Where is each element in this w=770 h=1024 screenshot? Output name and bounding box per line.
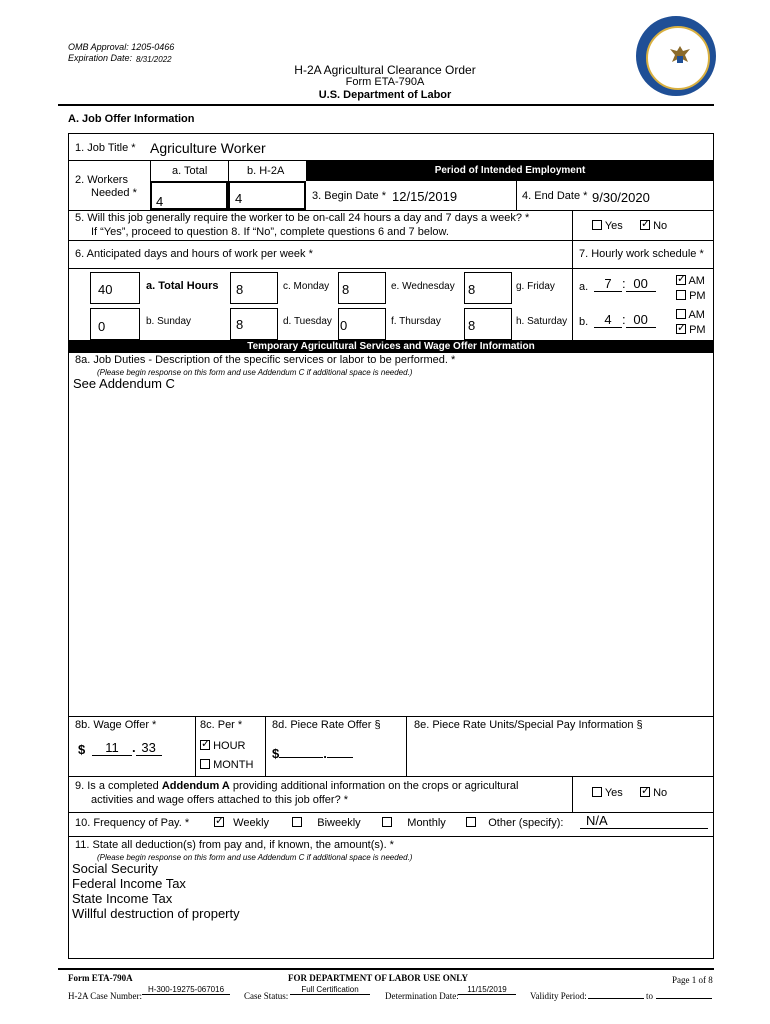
piece-rate-field[interactable]: $ .: [272, 744, 353, 761]
deduction-item: Willful destruction of property: [72, 906, 240, 921]
addendum-a-yes-checkbox[interactable]: [592, 787, 602, 797]
pay-biweekly-checkbox[interactable]: [292, 817, 302, 827]
wednesday-label: e. Wednesday: [391, 281, 455, 292]
footer-form-name: Form ETA-790A: [68, 973, 133, 983]
workers-total-value: 4: [156, 194, 164, 209]
addendum-a-question-2: activities and wage offers attached to this job offer? *: [91, 794, 349, 806]
thursday-value: 0: [340, 318, 348, 333]
schedule-b-am-checkbox[interactable]: [676, 309, 686, 319]
wage-dollar-sign: $: [78, 742, 86, 757]
case-number-label: H-2A Case Number:: [68, 991, 142, 1001]
schedule-a-label: a.: [579, 281, 589, 293]
schedule-a-pm[interactable]: PM: [676, 290, 706, 302]
sunday-value: 0: [98, 319, 106, 334]
pay-other-checkbox[interactable]: [466, 817, 476, 827]
footer-page-number: Page 1 of 8: [672, 975, 713, 985]
form-title: H-2A Agricultural Clearance Order: [294, 63, 476, 77]
oncall-instruction: If “Yes”, proceed to question 8. If “No”, complete questions 6 and 7 below.: [91, 226, 449, 238]
tuesday-value: 8: [236, 317, 244, 332]
pay-monthly-option[interactable]: Monthly: [382, 817, 446, 829]
workers-h2a-value: 4: [235, 191, 243, 206]
wage-offer-label: 8b. Wage Offer *: [75, 719, 157, 731]
schedule-b-am[interactable]: AM: [676, 309, 705, 321]
total-hours-value: 40: [98, 282, 113, 297]
days-hours-label: 6. Anticipated days and hours of work per week *: [75, 248, 313, 260]
end-date-field[interactable]: 9/30/2020: [592, 190, 650, 205]
schedule-b-time[interactable]: 4 : 00: [594, 312, 656, 328]
eagle-icon: [668, 44, 692, 66]
oncall-no-checkbox[interactable]: [640, 220, 650, 230]
friday-value: 8: [468, 282, 476, 297]
end-date-label: 4. End Date *: [522, 190, 588, 202]
schedule-a-am-checkbox[interactable]: [676, 275, 686, 285]
form-number: Form ETA-790A: [345, 76, 425, 88]
monday-value: 8: [236, 282, 244, 297]
oncall-no-option[interactable]: ✓ No: [640, 220, 667, 232]
monday-label: c. Monday: [283, 281, 330, 292]
total-hours-label: a. Total Hours: [146, 280, 219, 292]
workers-needed-label: 2. Workers: [75, 174, 128, 186]
wage-offer-field[interactable]: 11 . 33: [92, 740, 162, 756]
determination-date-label: Determination Date:: [385, 991, 459, 1001]
saturday-value: 8: [468, 318, 476, 333]
schedule-b-pm[interactable]: ✓ PM: [676, 324, 706, 336]
piece-rate-units-label: 8e. Piece Rate Units/Special Pay Information §: [414, 719, 643, 731]
per-month-option[interactable]: MONTH: [200, 759, 253, 771]
case-number-field[interactable]: H-300-19275-067016: [142, 985, 230, 995]
sunday-label: b. Sunday: [146, 316, 192, 327]
addendum-a-no-option[interactable]: ✓ No: [640, 787, 667, 799]
temp-services-bar: Temporary Agricultural Services and Wage Offer Information: [68, 340, 714, 353]
case-status-field[interactable]: Full Certification: [290, 985, 370, 995]
piece-rate-label: 8d. Piece Rate Offer §: [272, 719, 381, 731]
saturday-label: h. Saturday: [516, 316, 568, 327]
schedule-a-time[interactable]: 7 : 00: [594, 276, 656, 292]
expiration-label: Expiration Date:: [68, 53, 133, 63]
pay-weekly-checkbox[interactable]: [214, 817, 224, 827]
per-month-checkbox[interactable]: [200, 759, 210, 769]
expiration-value: 8/31/2022: [136, 55, 172, 64]
job-title-field[interactable]: Agriculture Worker: [150, 140, 266, 156]
validity-period-label: Validity Period:: [530, 991, 587, 1001]
deduction-item: Social Security: [72, 861, 158, 876]
footer-dol-use: FOR DEPARTMENT OF LABOR USE ONLY: [288, 973, 468, 983]
addendum-a-no-checkbox[interactable]: [640, 787, 650, 797]
begin-date-label: 3. Begin Date *: [312, 190, 386, 202]
schedule-a-pm-checkbox[interactable]: [676, 290, 686, 300]
omb-approval: OMB Approval: 1205-0466: [68, 42, 175, 52]
pay-other-option[interactable]: Other (specify):: [466, 817, 563, 829]
pay-weekly-option[interactable]: ✓ Weekly: [214, 817, 269, 829]
determination-date-field[interactable]: 11/15/2019: [458, 985, 516, 995]
oncall-yes-checkbox[interactable]: [592, 220, 602, 230]
period-bar: Period of Intended Employment: [306, 161, 714, 181]
validity-start-field[interactable]: [588, 998, 644, 999]
case-status-label: Case Status:: [244, 991, 289, 1001]
schedule-b-label: b.: [579, 316, 589, 328]
begin-date-field[interactable]: 12/15/2019: [392, 189, 458, 204]
workers-total-label: a. Total: [172, 165, 208, 177]
schedule-b-pm-checkbox[interactable]: [676, 324, 686, 334]
tuesday-label: d. Tuesday: [283, 316, 332, 327]
wednesday-value: 8: [342, 282, 350, 297]
pay-other-field[interactable]: N/A: [580, 813, 708, 829]
job-duties-note: (Please begin response on this form and use Addendum C if additional space is needed.): [97, 368, 413, 377]
pay-frequency-label: 10. Frequency of Pay. *: [75, 817, 190, 829]
oncall-question: 5. Will this job generally require the worker to be on-call 24 hours a day and 7 days a week? *: [75, 212, 530, 224]
dol-seal: [636, 16, 716, 96]
schedule-label: 7. Hourly work schedule *: [579, 248, 704, 260]
workers-needed-label-2: Needed *: [91, 187, 137, 199]
validity-to-label: to: [646, 991, 654, 1001]
addendum-a-yes-option[interactable]: Yes: [592, 787, 623, 799]
pay-monthly-checkbox[interactable]: [382, 817, 392, 827]
workers-h2a-label: b. H-2A: [247, 165, 285, 177]
pay-biweekly-option[interactable]: Biweekly: [292, 817, 361, 829]
thursday-label: f. Thursday: [391, 316, 441, 327]
section-a-heading: A. Job Offer Information: [68, 113, 195, 125]
schedule-a-am[interactable]: ✓ AM: [676, 275, 705, 287]
job-title-label: 1. Job Title *: [75, 142, 136, 154]
oncall-yes-option[interactable]: Yes: [592, 220, 623, 232]
per-label: 8c. Per *: [200, 719, 243, 731]
header-rule: [58, 104, 714, 106]
job-duties-label: 8a. Job Duties - Description of the specific services or labor to be performed. *: [75, 354, 456, 366]
deduction-item: Federal Income Tax: [72, 876, 186, 891]
addendum-a-question: 9. Is a completed Addendum A providing additional information on the crops or agricultural: [75, 780, 519, 792]
deductions-label: 11. State all deduction(s) from pay and, if known, the amount(s). *: [75, 839, 394, 851]
footer-rule: [58, 968, 714, 970]
deductions-field[interactable]: [72, 861, 240, 921]
department-name: U.S. Department of Labor: [318, 89, 452, 101]
validity-end-field[interactable]: [656, 998, 712, 999]
per-hour-option[interactable]: ✓ HOUR: [200, 740, 245, 752]
deductions-note: (Please begin response on this form and use Addendum C if additional space is needed.): [97, 853, 413, 862]
deduction-item: State Income Tax: [72, 891, 173, 906]
per-hour-checkbox[interactable]: [200, 740, 210, 750]
job-duties-field[interactable]: See Addendum C: [73, 376, 175, 391]
friday-label: g. Friday: [516, 281, 555, 292]
